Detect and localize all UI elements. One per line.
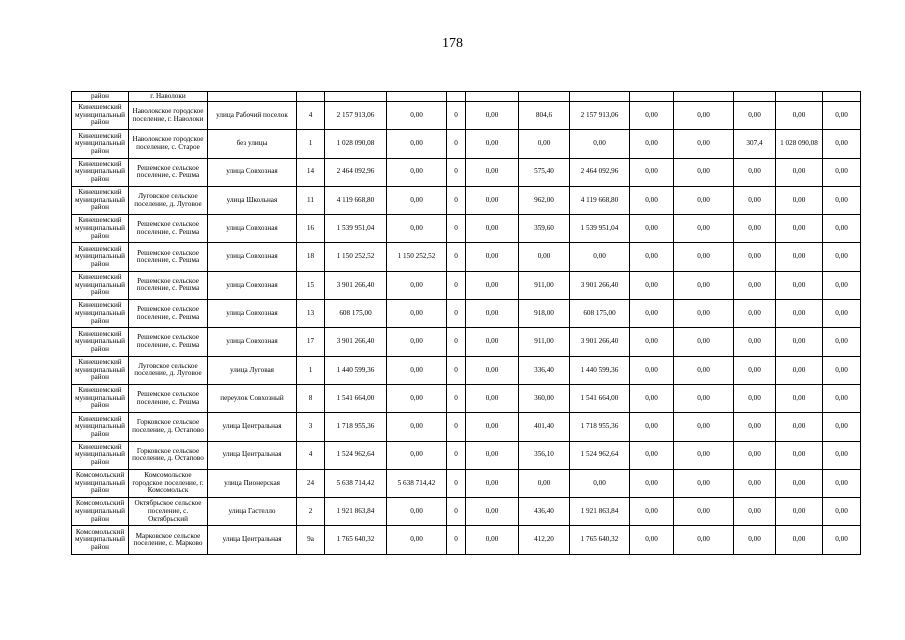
table-row — [72, 243, 861, 271]
table-cell: 9а — [297, 526, 325, 554]
table-row — [72, 102, 861, 130]
table-cell: 1 921 863,84 — [325, 498, 387, 526]
table-cell: улица Совхозная — [208, 158, 297, 186]
table-cell: 0,00 — [466, 498, 519, 526]
table-cell: 13 — [297, 300, 325, 328]
table-cell: Кинешемский муниципальный район — [72, 215, 129, 243]
table-cell — [823, 92, 861, 102]
table-cell: улица Совхозная — [208, 243, 297, 271]
table-cell: 0,00 — [630, 300, 674, 328]
table-cell: Решемское сельское поселение, с. Решма — [129, 215, 208, 243]
table-cell: улица Центральная — [208, 526, 297, 554]
table-cell: 2 — [297, 498, 325, 526]
table-cell: 0,00 — [387, 413, 447, 441]
table-cell: 0 — [447, 469, 466, 497]
table-cell: улица Совхозная — [208, 300, 297, 328]
table-cell: 0,00 — [570, 243, 630, 271]
table-cell: 0,00 — [776, 243, 823, 271]
table-cell: 0,00 — [674, 130, 734, 158]
table-cell: 0,00 — [734, 441, 776, 469]
table-cell: Кинешемский муниципальный район — [72, 413, 129, 441]
table-cell: 1 765 640,32 — [325, 526, 387, 554]
table-cell: 0,00 — [674, 271, 734, 299]
table-cell: 0 — [447, 186, 466, 214]
table-cell: 0,00 — [734, 215, 776, 243]
table-cell: 0,00 — [674, 384, 734, 412]
table-cell: 0,00 — [387, 130, 447, 158]
table-cell: 0,00 — [630, 469, 674, 497]
table-cell: 0 — [447, 102, 466, 130]
table-cell: 0,00 — [734, 328, 776, 356]
table-cell: 356,10 — [519, 441, 570, 469]
table-cell: 0,00 — [466, 102, 519, 130]
table-cell: 918,00 — [519, 300, 570, 328]
table-cell: улица Школьная — [208, 186, 297, 214]
table-cell: 5 638 714,42 — [387, 469, 447, 497]
table-cell: 0,00 — [466, 526, 519, 554]
table-row — [72, 92, 861, 102]
table-cell: 11 — [297, 186, 325, 214]
table-cell: 0,00 — [674, 526, 734, 554]
table-cell: 0,00 — [674, 215, 734, 243]
table-cell: Решемское сельское поселение, с. Решма — [129, 328, 208, 356]
table-cell: Решемское сельское поселение, с. Решма — [129, 243, 208, 271]
table-cell: переулок Совхозный — [208, 384, 297, 412]
table-cell: Наволокское городское поселение, г. Наволоки — [129, 102, 208, 130]
table-cell: улица Совхозная — [208, 215, 297, 243]
table-cell: 1 541 664,00 — [570, 384, 630, 412]
table-cell: улица Пионерская — [208, 469, 297, 497]
table-cell: Комсомольский муниципальный район — [72, 526, 129, 554]
table-cell: 0,00 — [466, 130, 519, 158]
table-cell: улица Луговая — [208, 356, 297, 384]
table-cell: улица Совхозная — [208, 328, 297, 356]
table-cell: 0,00 — [823, 300, 861, 328]
table-cell: 0,00 — [519, 243, 570, 271]
table-cell: 1 541 664,00 — [325, 384, 387, 412]
table-cell: 911,00 — [519, 328, 570, 356]
table-cell: 3 — [297, 413, 325, 441]
table-cell: 0,00 — [466, 158, 519, 186]
table-cell: 0,00 — [734, 102, 776, 130]
table-cell: без улицы — [208, 130, 297, 158]
table-cell: 5 638 714,42 — [325, 469, 387, 497]
table-cell: Луговское сельское поселение, д. Луговое — [129, 186, 208, 214]
table-row — [72, 469, 861, 497]
table-cell: 0,00 — [630, 215, 674, 243]
table-cell: Кинешемский муниципальный район — [72, 158, 129, 186]
table-cell: 1 524 962,64 — [570, 441, 630, 469]
table-cell: Наволокское городское поселение, с. Старое — [129, 130, 208, 158]
table-cell: 0,00 — [823, 158, 861, 186]
table-cell: 3 901 266,40 — [325, 271, 387, 299]
table-cell: 0,00 — [387, 356, 447, 384]
table-row — [72, 158, 861, 186]
table-cell: 1 718 955,36 — [570, 413, 630, 441]
table-cell: Кинешемский муниципальный район — [72, 271, 129, 299]
table-cell: 0,00 — [466, 384, 519, 412]
table-cell: 1 718 955,36 — [325, 413, 387, 441]
table-cell: 0,00 — [387, 384, 447, 412]
table-cell: 0,00 — [387, 328, 447, 356]
table-cell: Кинешемский муниципальный район — [72, 300, 129, 328]
table-cell: 0,00 — [823, 469, 861, 497]
table-cell: 1 765 640,32 — [570, 526, 630, 554]
table-cell: Кинешемский муниципальный район — [72, 102, 129, 130]
table-cell: Кинешемский муниципальный район — [72, 384, 129, 412]
table-cell: 15 — [297, 271, 325, 299]
table-row — [72, 498, 861, 526]
table-cell: 1 539 951,04 — [570, 215, 630, 243]
table-cell: 3 901 266,40 — [570, 328, 630, 356]
table-cell: 0,00 — [630, 441, 674, 469]
table-cell: 0,00 — [466, 413, 519, 441]
table-cell: 2 464 092,96 — [570, 158, 630, 186]
table-cell: Горковское сельское поселение, д. Остапово — [129, 413, 208, 441]
table-cell: 0,00 — [823, 102, 861, 130]
table-cell: 0,00 — [734, 498, 776, 526]
table-cell: 0,00 — [466, 243, 519, 271]
table-cell: 0,00 — [466, 271, 519, 299]
table-cell: 0 — [447, 130, 466, 158]
table-cell: 436,40 — [519, 498, 570, 526]
table-cell: 0,00 — [630, 328, 674, 356]
table-cell — [519, 92, 570, 102]
table-cell: 0,00 — [823, 243, 861, 271]
table-cell: 18 — [297, 243, 325, 271]
table-cell: 2 157 913,06 — [325, 102, 387, 130]
table-cell: 0 — [447, 300, 466, 328]
table-cell: 0,00 — [387, 102, 447, 130]
table-cell: 0,00 — [387, 300, 447, 328]
table-cell: 0,00 — [630, 413, 674, 441]
table-cell: 0,00 — [466, 215, 519, 243]
table-cell: 0,00 — [823, 328, 861, 356]
table-cell: 608 175,00 — [325, 300, 387, 328]
table-cell: 0,00 — [387, 271, 447, 299]
table-cell: 0,00 — [674, 300, 734, 328]
table-cell: Кинешемский муниципальный район — [72, 356, 129, 384]
table-cell: 1 — [297, 356, 325, 384]
table-cell: 0,00 — [776, 102, 823, 130]
table-cell: 0,00 — [776, 526, 823, 554]
table-cell: 0 — [447, 243, 466, 271]
table-cell: 0,00 — [466, 300, 519, 328]
table-cell: 0 — [447, 328, 466, 356]
table-cell: 0,00 — [823, 130, 861, 158]
table-cell: 0,00 — [387, 186, 447, 214]
table-cell: 0,00 — [387, 441, 447, 469]
table-cell: 0,00 — [776, 384, 823, 412]
table-cell: 0,00 — [776, 215, 823, 243]
table-cell: 1 150 252,52 — [325, 243, 387, 271]
table-cell: Марковское сельское поселение, с. Марково — [129, 526, 208, 554]
table-cell: Кинешемский муниципальный район — [72, 243, 129, 271]
table-cell: 1 524 962,64 — [325, 441, 387, 469]
table-cell: 0,00 — [630, 158, 674, 186]
table-cell: 3 901 266,40 — [570, 271, 630, 299]
table-cell — [674, 92, 734, 102]
table-cell: 0,00 — [776, 300, 823, 328]
table-cell: 0,00 — [674, 498, 734, 526]
table-cell: 0,00 — [823, 384, 861, 412]
table-cell: 0,00 — [674, 413, 734, 441]
table-cell: 0,00 — [734, 243, 776, 271]
table-cell: 307,4 — [734, 130, 776, 158]
table-cell: Решемское сельское поселение, с. Решма — [129, 300, 208, 328]
table-cell: 0,00 — [466, 356, 519, 384]
table-cell: 0,00 — [630, 356, 674, 384]
table-cell: 0,00 — [734, 384, 776, 412]
table-cell: 0,00 — [570, 130, 630, 158]
table-cell: Решемское сельское поселение, с. Решма — [129, 158, 208, 186]
table-cell: 0,00 — [823, 526, 861, 554]
table-cell: 0,00 — [630, 498, 674, 526]
table-cell: 16 — [297, 215, 325, 243]
table-row — [72, 271, 861, 299]
table-cell: 0 — [447, 158, 466, 186]
table-cell: 0,00 — [519, 469, 570, 497]
table-cell: 0 — [447, 498, 466, 526]
table-cell: Решемское сельское поселение, с. Решма — [129, 271, 208, 299]
table-cell: 17 — [297, 328, 325, 356]
table-cell — [466, 92, 519, 102]
table-cell: 575,40 — [519, 158, 570, 186]
table-cell: 0 — [447, 356, 466, 384]
table-cell: 0,00 — [674, 102, 734, 130]
table-cell: 1 539 951,04 — [325, 215, 387, 243]
table-cell: 3 901 266,40 — [325, 328, 387, 356]
table-cell: Горковское сельское поселение, д. Остапово — [129, 441, 208, 469]
table-cell: 0,00 — [823, 186, 861, 214]
table-cell: Октябрьское сельское поселение, с. Октябрьский — [129, 498, 208, 526]
table-cell: 0,00 — [630, 243, 674, 271]
table-cell: 0,00 — [776, 328, 823, 356]
table-cell: 0,00 — [466, 469, 519, 497]
table-cell: Решемское сельское поселение, с. Решма — [129, 384, 208, 412]
table-cell: 359,60 — [519, 215, 570, 243]
table-row — [72, 413, 861, 441]
table-cell: 0,00 — [823, 441, 861, 469]
table-cell: 0,00 — [630, 271, 674, 299]
table-row — [72, 526, 861, 554]
table-cell: 962,00 — [519, 186, 570, 214]
table-cell: 0 — [447, 271, 466, 299]
table-cell — [387, 92, 447, 102]
table-cell: 0,00 — [630, 102, 674, 130]
table-cell: улица Центральная — [208, 413, 297, 441]
table-cell: 0,00 — [466, 441, 519, 469]
table-cell: улица Гастелло — [208, 498, 297, 526]
table-cell: 0,00 — [734, 413, 776, 441]
table-cell: 1 150 252,52 — [387, 243, 447, 271]
table-cell: улица Совхозная — [208, 271, 297, 299]
table-cell: 0,00 — [734, 300, 776, 328]
table-cell: 0,00 — [734, 158, 776, 186]
table-cell: 0,00 — [387, 498, 447, 526]
table-cell: 911,00 — [519, 271, 570, 299]
table-cell: 0,00 — [387, 158, 447, 186]
table-cell: 0,00 — [466, 328, 519, 356]
table-cell: 1 028 090,08 — [776, 130, 823, 158]
table-cell: 0,00 — [734, 271, 776, 299]
table-cell: 0,00 — [823, 271, 861, 299]
table-cell: 0,00 — [776, 271, 823, 299]
table-cell: 0,00 — [387, 215, 447, 243]
table-cell: 0,00 — [776, 498, 823, 526]
table-cell: 2 157 913,06 — [570, 102, 630, 130]
table-row — [72, 328, 861, 356]
table-cell: 1 921 863,84 — [570, 498, 630, 526]
table-cell: 0,00 — [519, 130, 570, 158]
table-cell: улица Центральная — [208, 441, 297, 469]
table-cell: 0,00 — [823, 215, 861, 243]
table-cell — [297, 92, 325, 102]
table-cell: Комсомольский муниципальный район — [72, 469, 129, 497]
table-cell — [776, 92, 823, 102]
data-table — [71, 91, 861, 555]
table-cell: 0,00 — [776, 441, 823, 469]
table-cell: 804,6 — [519, 102, 570, 130]
table-cell: Кинешемский муниципальный район — [72, 186, 129, 214]
table-cell: 0,00 — [674, 356, 734, 384]
table-cell: 0,00 — [734, 526, 776, 554]
table-cell: г. Наволоки — [129, 92, 208, 102]
table-cell: 0,00 — [630, 384, 674, 412]
table-cell: Кинешемский муниципальный район — [72, 441, 129, 469]
table-cell: 1 — [297, 130, 325, 158]
table-cell: 1 028 090,08 — [325, 130, 387, 158]
table-cell — [734, 92, 776, 102]
table-cell: 4 — [297, 102, 325, 130]
table-cell: Луговское сельское поселение, д. Луговое — [129, 356, 208, 384]
table-cell: 1 440 599,36 — [570, 356, 630, 384]
table-cell: 0 — [447, 413, 466, 441]
table-cell: Кинешемский муниципальный район — [72, 130, 129, 158]
page-number: 178 — [442, 36, 463, 51]
table-cell: 24 — [297, 469, 325, 497]
table-cell: 0,00 — [776, 356, 823, 384]
table-cell: 1 440 599,36 — [325, 356, 387, 384]
table-cell: 608 175,00 — [570, 300, 630, 328]
table-cell — [447, 92, 466, 102]
table-cell: 0,00 — [630, 130, 674, 158]
table-cell: 412,20 — [519, 526, 570, 554]
table-cell: 0,00 — [674, 469, 734, 497]
table-cell — [570, 92, 630, 102]
table-cell: 0,00 — [674, 243, 734, 271]
table-cell: 0,00 — [776, 186, 823, 214]
table-cell: 401,40 — [519, 413, 570, 441]
table-cell: 4 119 668,80 — [570, 186, 630, 214]
table-cell: Комсомольский муниципальный район — [72, 498, 129, 526]
table-cell: район — [72, 92, 129, 102]
table-cell: 0,00 — [630, 526, 674, 554]
table-cell: 4 119 668,80 — [325, 186, 387, 214]
table-cell: 0,00 — [776, 469, 823, 497]
table-cell: 0,00 — [630, 186, 674, 214]
table-row — [72, 215, 861, 243]
table-cell: 0,00 — [823, 413, 861, 441]
table-cell: 0 — [447, 384, 466, 412]
table-cell: 14 — [297, 158, 325, 186]
table-cell — [208, 92, 297, 102]
table-cell: 0,00 — [776, 413, 823, 441]
table-cell: 0,00 — [823, 356, 861, 384]
table-cell — [630, 92, 674, 102]
table-cell: 0,00 — [387, 526, 447, 554]
table-cell: 0,00 — [734, 469, 776, 497]
table-cell: 0 — [447, 526, 466, 554]
table-row — [72, 384, 861, 412]
table-cell: 0,00 — [674, 158, 734, 186]
table-cell — [325, 92, 387, 102]
table-cell: 0 — [447, 215, 466, 243]
table-cell: 8 — [297, 384, 325, 412]
table-cell: 0 — [447, 441, 466, 469]
table-row — [72, 186, 861, 214]
table-cell: 0,00 — [674, 328, 734, 356]
table-cell: 2 464 092,96 — [325, 158, 387, 186]
table-cell: 0,00 — [734, 186, 776, 214]
table-row — [72, 356, 861, 384]
table-cell: 0,00 — [823, 498, 861, 526]
table-cell: 0,00 — [776, 158, 823, 186]
table-cell: 0,00 — [674, 441, 734, 469]
table-cell: 0,00 — [466, 186, 519, 214]
table-row — [72, 300, 861, 328]
table-cell: 4 — [297, 441, 325, 469]
table-cell: 0,00 — [674, 186, 734, 214]
table-cell: 336,40 — [519, 356, 570, 384]
table-row — [72, 130, 861, 158]
table-cell: 0,00 — [734, 356, 776, 384]
table-cell: улица Рабочий поселок — [208, 102, 297, 130]
table-cell: Кинешемский муниципальный район — [72, 328, 129, 356]
table-cell: 360,00 — [519, 384, 570, 412]
table-row — [72, 441, 861, 469]
table-cell: Комсомольское городское поселение, г. Комсомольск — [129, 469, 208, 497]
table-cell: 0,00 — [570, 469, 630, 497]
